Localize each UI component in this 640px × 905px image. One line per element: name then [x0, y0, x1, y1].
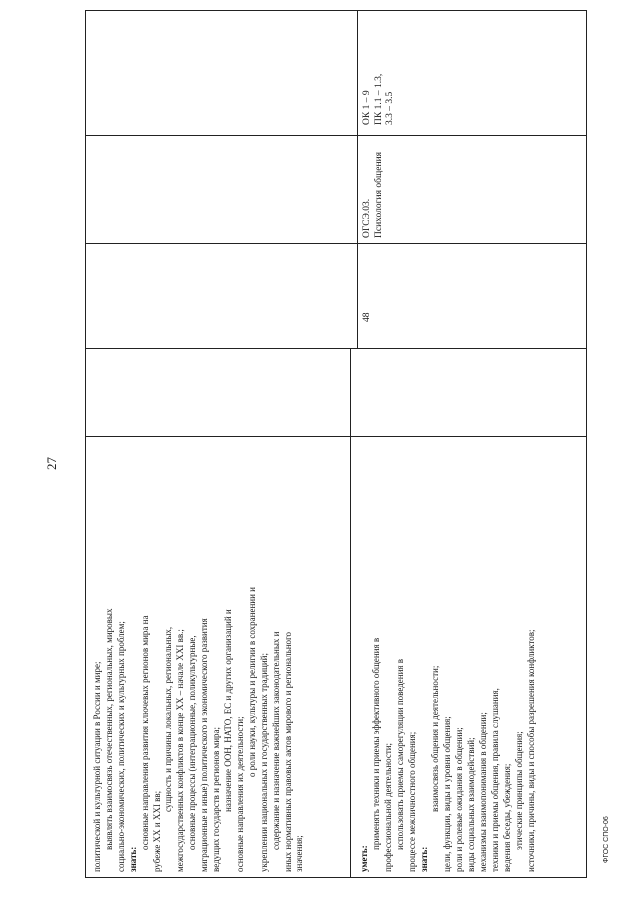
text-line: использовать приемы саморегуляции поведения в	[394, 658, 405, 850]
text-line: источники, причины, виды и способы разрешения конфликтов;	[525, 629, 536, 872]
text-line: основные процессы (интеграционные, поликультурные,	[187, 635, 198, 850]
discipline-index	[362, 152, 385, 238]
text-line: политической и культурной ситуации в России и мире;	[92, 661, 102, 872]
cell-requirements-psychology	[359, 440, 538, 872]
row-divider	[357, 11, 358, 349]
text-line: содержание и назначение важнейших законодательных и	[270, 631, 281, 850]
text-line: ОГСЭ.03.	[362, 198, 372, 238]
row-divider	[350, 349, 351, 877]
column-divider	[86, 243, 586, 244]
column-divider	[86, 348, 586, 349]
text-line: роли и ролевые ожидания в общении;	[454, 727, 465, 872]
text-line: ведения беседы, убеждения;	[501, 763, 512, 872]
text-line: взаимосвязь общения и деятельности;	[430, 665, 441, 812]
text-line: укреплении национальных и государственных традиций;	[258, 653, 269, 872]
text-line: Психология общения	[373, 151, 384, 238]
text-line: социально-экономических, политических и культурных проблем;	[115, 621, 126, 872]
page-number: 27	[44, 457, 59, 470]
text-line: ОК 1 – 9	[362, 90, 372, 125]
text-line: о роли науки, культуры и религии в сохранении и	[246, 587, 257, 777]
column-divider	[86, 436, 586, 437]
text-line: цели, функции, виды и уровни общения;	[442, 716, 453, 872]
column-divider	[86, 135, 586, 136]
text-line: иных нормативных правовых актов мирового и регионального	[282, 632, 293, 872]
text-line: техники и приемы общения, правила слушания,	[489, 688, 500, 872]
text-line: применять техники и приемы эффективного общения в	[370, 637, 381, 850]
text-line: сущность и причины локальных, региональных,	[163, 626, 174, 812]
text-line: профессиональной деятельности;	[382, 742, 393, 872]
text-line: ПК 1.1 – 1.3,	[373, 73, 384, 125]
cell-requirements-history	[92, 440, 306, 872]
text-line: миграционные и иные) политического и экономического развития	[199, 618, 210, 872]
text-line: 3.3 – 3.5	[385, 91, 395, 125]
text-line: межгосударственных конфликтов в конце XX – начале XXI вв.;	[175, 629, 186, 872]
text-line: механизмы взаимопонимания в общении;	[478, 712, 489, 872]
text-line: процессе межличностного общения;	[406, 731, 417, 872]
text-line: знать:	[418, 846, 429, 872]
text-line: виды социальных взаимодействий;	[466, 737, 477, 872]
text-line: выявлять взаимосвязь отечественных, региональных, мировых	[103, 608, 114, 850]
text-line: основные направления их деятельности;	[234, 716, 245, 872]
text-line: ведущих государств и регионов мира;	[211, 726, 222, 872]
text-line: значения;	[294, 835, 305, 872]
text-line: основные направления развития ключевых регионов мира на	[139, 615, 150, 850]
text-line: назначение ООН, НАТО, ЕС и других организаций и	[222, 609, 233, 812]
text-line: рубеже XX и XXI вв;	[151, 790, 162, 872]
text-line: этические принципы общения;	[513, 731, 524, 850]
hours-value: 48	[362, 312, 372, 322]
footer-code: ФГОС СПО-06	[603, 816, 610, 863]
competence-codes	[362, 74, 397, 125]
text-line: уметь:	[359, 845, 369, 872]
text-line: знать:	[127, 846, 138, 872]
